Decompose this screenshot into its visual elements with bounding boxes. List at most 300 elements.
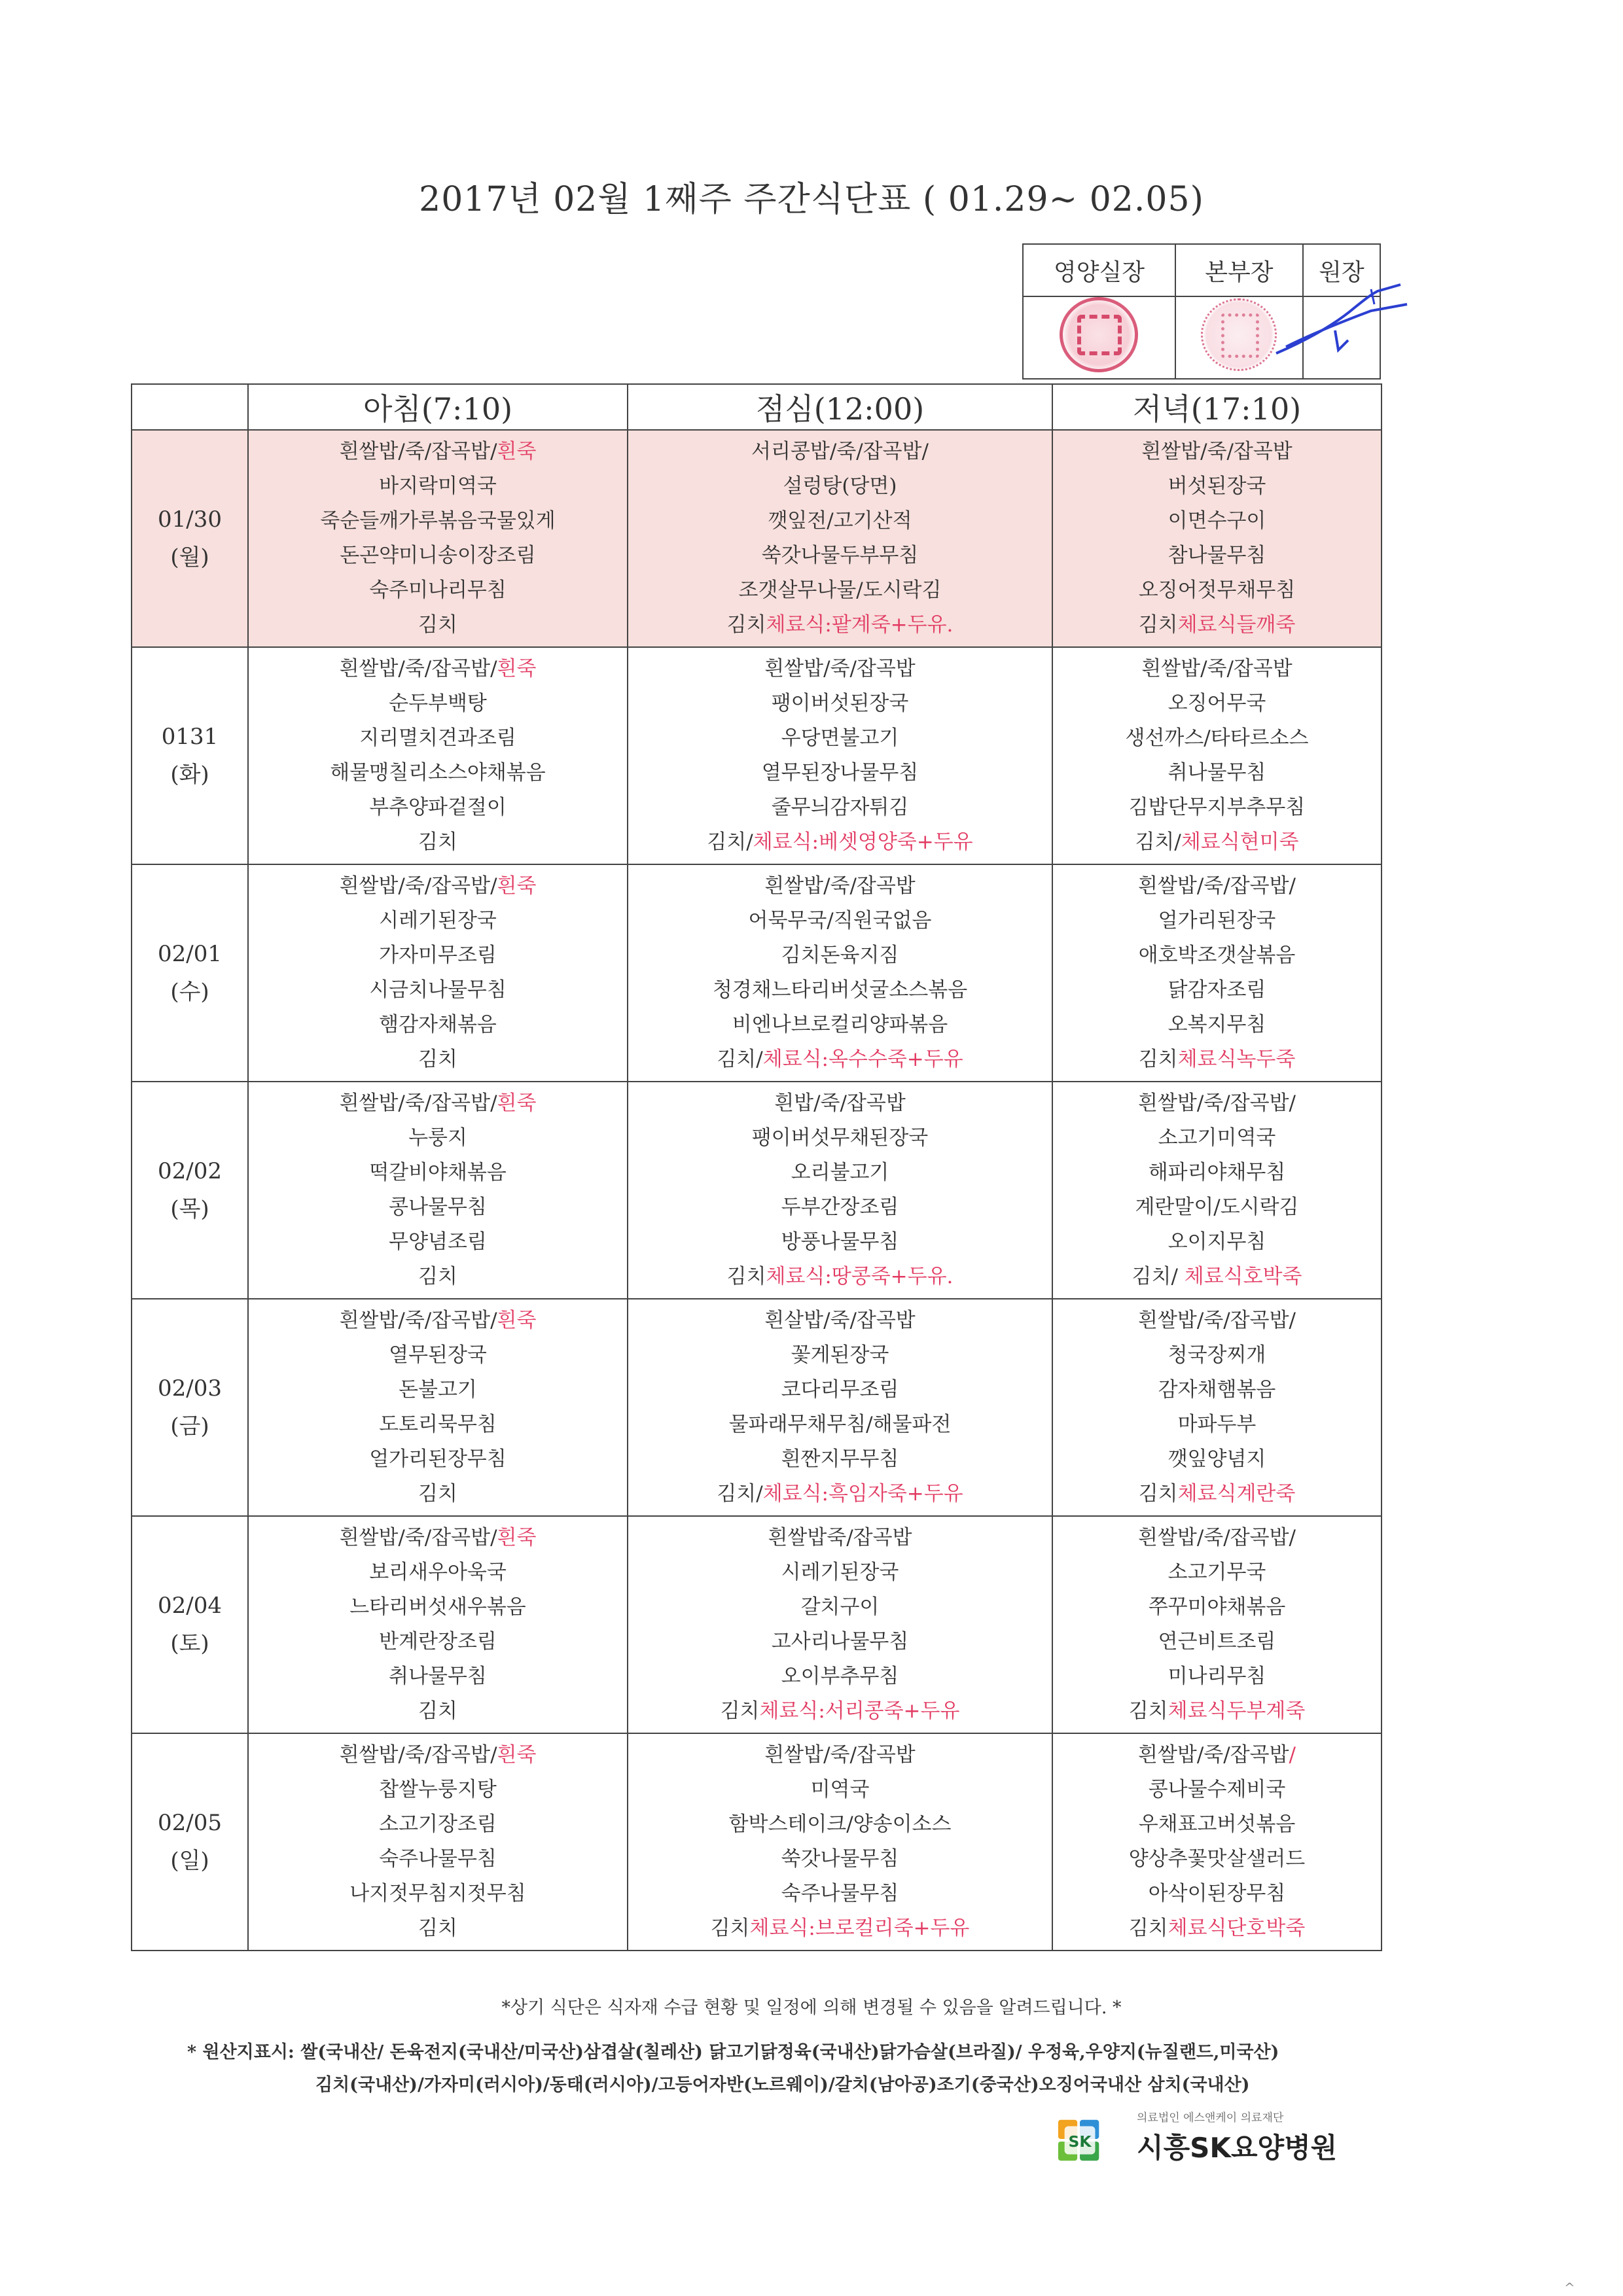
menu-item-text: 김치 [726, 613, 766, 637]
day-of-week: (금) [170, 1413, 209, 1439]
menu-item [249, 504, 627, 539]
menu-item [249, 904, 627, 938]
menu-item-text: 감자채햄볶음 [1158, 1378, 1276, 1402]
menu-item-text: 꽃게된장국 [791, 1343, 889, 1367]
menu-item-text: 흰쌀밥/죽/잡곡밥/ [339, 1091, 497, 1115]
menu-item-text: 가자미무조림 [379, 944, 497, 967]
menu-item-text: 김치 [418, 1048, 457, 1071]
special-diet-text: 체료식:서리콩죽+두유 [759, 1699, 960, 1723]
menu-item-text: 김치 [418, 830, 457, 854]
menu-item-text: 소고기미역국 [1158, 1126, 1276, 1150]
dinner-cell [1052, 1733, 1382, 1951]
day-row [132, 1516, 1382, 1733]
menu-item [628, 1407, 1052, 1442]
special-diet-text: / [1289, 1743, 1296, 1767]
dinner-cell [1052, 1082, 1382, 1299]
menu-item [628, 790, 1052, 825]
approval-header-director: 원장 [1303, 244, 1380, 296]
menu-item-text: 아삭이된장무침 [1148, 1882, 1286, 1905]
dinner-cell [1052, 1516, 1382, 1733]
menu-item-text: 김치 [710, 1916, 750, 1940]
menu-item-text: 열무된장국 [389, 1343, 487, 1367]
special-diet-text: 흰죽 [497, 1091, 537, 1115]
menu-item-text: 계란말이/도시락김 [1135, 1195, 1299, 1219]
menu-item-text: 연근비트조림 [1158, 1630, 1276, 1653]
menu-item [628, 1773, 1052, 1807]
menu-item [249, 539, 627, 573]
special-diet-text: 체료식:팥계죽+두유. [766, 613, 954, 637]
day-date: 02/02 [158, 1158, 222, 1184]
menu-item [1053, 1477, 1381, 1511]
menu-item [628, 1842, 1052, 1877]
menu-item-text: 흰쌀밥/죽/잡곡밥/ [339, 440, 497, 463]
special-diet-text: 체료식계란죽 [1177, 1482, 1296, 1506]
menu-item [1053, 1842, 1381, 1877]
page-title: 2017년 02월 1째주 주간식단표 ( 01.29~ 02.05) [419, 180, 1204, 219]
menu-item-text: 김치돈육지짐 [781, 944, 899, 967]
column-dinner: 저녁(17:10) [1052, 384, 1382, 430]
menu-item [1053, 1260, 1381, 1294]
special-diet-text: 체료식:땅콩죽+두유. [766, 1265, 954, 1288]
breakfast-cell [248, 430, 628, 647]
menu-item [1053, 1877, 1381, 1911]
menu-item-text: 오복지무침 [1168, 1013, 1266, 1036]
hospital-logo [1050, 2108, 1378, 2167]
day-label-cell [132, 1733, 248, 1951]
special-diet-text: 흰죽 [497, 874, 537, 898]
day-label-cell [132, 1299, 248, 1516]
menu-item [628, 721, 1052, 756]
approval-header-division: 본부장 [1175, 244, 1303, 296]
menu-item-text: 청국장찌개 [1168, 1343, 1266, 1367]
menu-item [628, 1442, 1052, 1477]
lunch-cell [628, 1299, 1052, 1516]
menu-item [1053, 756, 1381, 790]
menu-item [1053, 973, 1381, 1008]
lunch-cell [628, 1082, 1052, 1299]
menu-item-text: 누룽지 [408, 1126, 467, 1150]
menu-item [628, 1625, 1052, 1659]
menu-item-text: 김치/ [717, 1482, 763, 1506]
menu-item-text: 흰쌀밥/죽/잡곡밥/ [1138, 874, 1296, 898]
special-diet-text: 체료식:베셋영양죽+두유 [753, 830, 973, 854]
lunch-cell [628, 430, 1052, 647]
menu-item [1053, 1773, 1381, 1807]
menu-item-text: 흰쌀밥/죽/잡곡밥 [1141, 440, 1293, 463]
menu-item [1053, 1407, 1381, 1442]
menu-item [628, 469, 1052, 504]
menu-item-text: 김치/ [707, 830, 753, 854]
menu-item-text: 버섯된장국 [1168, 474, 1266, 498]
menu-item [1053, 1042, 1381, 1077]
menu-item-text: 이면수구이 [1168, 509, 1266, 533]
menu-item-text: 참나물무침 [1168, 544, 1266, 567]
menu-item-text: 흰쌀밥/죽/잡곡밥 [1138, 1743, 1289, 1767]
menu-item-text: 오리불고기 [791, 1161, 889, 1184]
menu-item [628, 825, 1052, 860]
menu-item-text: 숙주나물무침 [781, 1882, 899, 1905]
menu-item [1053, 1086, 1381, 1121]
menu-item [249, 825, 627, 860]
special-diet-text: 체료식:옥수수죽+두유 [762, 1048, 963, 1071]
menu-item-text: 김밥단무지부추무침 [1128, 796, 1306, 819]
day-of-week: (수) [170, 979, 209, 1005]
menu-item-text: 생선까스/타타르소스 [1125, 726, 1309, 750]
special-diet-text: 체료식두부계죽 [1168, 1699, 1306, 1723]
special-diet-text: 흰죽 [497, 1309, 537, 1332]
menu-item [628, 1260, 1052, 1294]
special-diet-text: 체료식:브로컬리죽+두유 [749, 1916, 970, 1940]
menu-item [249, 973, 627, 1008]
menu-item [249, 1625, 627, 1659]
menu-item-text: 바지락미역국 [379, 474, 497, 498]
menu-item-text: 콩나물수제비국 [1148, 1778, 1286, 1801]
dinner-cell [1052, 647, 1382, 864]
menu-item-text: 우채표고버섯볶음 [1138, 1812, 1296, 1836]
menu-item [1053, 1190, 1381, 1225]
menu-item-text: 김치 [726, 1265, 766, 1288]
corner-mark: ^ [1564, 2280, 1575, 2295]
menu-item [1053, 686, 1381, 721]
menu-item [249, 1694, 627, 1729]
special-diet-text: 흰죽 [497, 1743, 537, 1767]
menu-item [628, 1121, 1052, 1156]
menu-item-text: 햄감자채볶음 [379, 1013, 497, 1036]
lunch-cell [628, 647, 1052, 864]
menu-item [249, 1008, 627, 1042]
menu-item-text: 얼가리된장국 [1158, 909, 1276, 932]
menu-item-text: 시레기된장국 [379, 909, 497, 932]
menu-item [628, 608, 1052, 643]
menu-item [1053, 1625, 1381, 1659]
menu-item [1053, 1121, 1381, 1156]
day-row [132, 1733, 1382, 1951]
menu-item [249, 1773, 627, 1807]
corner-cell [132, 384, 248, 430]
menu-item-text: 시레기된장국 [781, 1561, 899, 1584]
menu-item [249, 1442, 627, 1477]
menu-item-text: 지리멸치견과조림 [359, 726, 516, 750]
breakfast-cell [248, 1733, 628, 1951]
menu-item-text: 청경채느타리버섯굴소스볶음 [712, 978, 968, 1002]
day-of-week: (월) [170, 544, 209, 571]
menu-item-text: 김치 [1138, 613, 1178, 637]
menu-item [249, 1659, 627, 1694]
origin-label-line-2: 김치(국내산)/가자미(러시아)/동태(러시아)/고등어자반(노르웨이)/갈치(남아공)조기(중국산)오징어국내산 삼치(국내산) [315, 2075, 1250, 2095]
menu-item [1053, 1738, 1381, 1773]
special-diet-text: 흰죽 [497, 1526, 537, 1549]
menu-item-text: 무양념조림 [389, 1230, 487, 1254]
special-diet-text: 체료식단호박죽 [1168, 1916, 1306, 1940]
menu-item-text: 김치 [418, 1482, 457, 1506]
menu-item [628, 1225, 1052, 1260]
menu-item-text: 팽이버섯무채된장국 [751, 1126, 929, 1150]
seal-stamp-icon [1201, 298, 1277, 371]
menu-item [628, 539, 1052, 573]
day-row [132, 430, 1382, 647]
menu-item [628, 1877, 1052, 1911]
menu-item-text: 흰쌀밥/죽/잡곡밥 [764, 657, 916, 680]
menu-item-text: 갈치구이 [800, 1595, 880, 1619]
menu-item [1053, 1694, 1381, 1729]
menu-item-text: 반계란장조림 [379, 1630, 497, 1653]
menu-item-text: 흰쌀밥/죽/잡곡밥/ [1138, 1526, 1296, 1549]
menu-item [628, 1042, 1052, 1077]
menu-item [628, 1477, 1052, 1511]
menu-item [249, 1042, 627, 1077]
menu-item-text: 김치 [720, 1699, 760, 1723]
menu-item-text: 흰쌀밥/죽/잡곡밥/ [339, 874, 497, 898]
menu-item [249, 1555, 627, 1590]
menu-item [1053, 1338, 1381, 1373]
breakfast-cell [248, 647, 628, 864]
menu-item-text: 떡갈비야채볶음 [369, 1161, 507, 1184]
menu-item-text: 보리새우아욱국 [369, 1561, 507, 1584]
change-notice: *상기 식단은 식자재 수급 현황 및 일정에 의해 변경될 수 있음을 알려드립니다. * [501, 1998, 1122, 2018]
menu-item-text: 흰쌀밥/죽/잡곡밥/ [339, 1526, 497, 1549]
menu-item-text: 돈불고기 [399, 1378, 477, 1402]
menu-item [249, 1877, 627, 1911]
menu-item [628, 904, 1052, 938]
menu-item-text: 흰밥/죽/잡곡밥 [774, 1091, 906, 1115]
menu-item [628, 573, 1052, 608]
menu-item [628, 938, 1052, 973]
menu-item-text: 양상추꽃맛살샐러드 [1128, 1847, 1306, 1871]
menu-item [249, 1303, 627, 1338]
menu-item-text: 미나리무침 [1168, 1665, 1266, 1688]
menu-item [628, 1156, 1052, 1190]
seal-stamp-icon [1060, 297, 1138, 372]
menu-table [131, 383, 1382, 1951]
menu-item [1053, 869, 1381, 904]
menu-item-text: 부추양파겉절이 [369, 796, 507, 819]
menu-item [249, 1156, 627, 1190]
day-label-cell [132, 430, 248, 647]
menu-item [1053, 1521, 1381, 1555]
menu-item [1053, 504, 1381, 539]
menu-item [1053, 1555, 1381, 1590]
menu-item-text: 흰살밥/죽/잡곡밥 [764, 1309, 916, 1332]
day-label-cell [132, 864, 248, 1082]
day-date: 0131 [161, 724, 219, 750]
menu-item-text: 함박스테이크/양송이소스 [728, 1812, 952, 1836]
menu-item-text: 김치/ [1135, 830, 1181, 854]
menu-item [1053, 1008, 1381, 1042]
menu-item [249, 434, 627, 469]
menu-item [249, 1842, 627, 1877]
menu-item [628, 869, 1052, 904]
menu-item [249, 1260, 627, 1294]
menu-item-text: 흰쌀밥/죽/잡곡밥 [1141, 657, 1293, 680]
menu-item-text: 오징어젓무채무침 [1138, 578, 1296, 602]
lunch-cell [628, 1516, 1052, 1733]
menu-item-text: 고사리나물무침 [771, 1630, 909, 1653]
menu-item-text: 김치 [1128, 1699, 1168, 1723]
day-of-week: (일) [170, 1848, 209, 1874]
menu-item-text: 우당면불고기 [781, 726, 899, 750]
menu-item-text: 미역국 [810, 1778, 870, 1801]
menu-item-text: 설렁탕(당면) [783, 474, 897, 498]
menu-item [249, 469, 627, 504]
special-diet-text: 흰죽 [497, 440, 537, 463]
menu-item [1053, 1373, 1381, 1407]
menu-item-text: 마파두부 [1177, 1413, 1257, 1436]
menu-item-text: 김치/ [1132, 1265, 1185, 1288]
menu-item-text: 서리콩밥/죽/잡곡밥/ [751, 440, 929, 463]
special-diet-text: 체료식들깨죽 [1177, 613, 1296, 637]
menu-item [249, 1807, 627, 1842]
menu-item [249, 1477, 627, 1511]
menu-item [1053, 825, 1381, 860]
menu-item [249, 1121, 627, 1156]
column-breakfast: 아침(7:10) [248, 384, 628, 430]
menu-item-text: 소고기무국 [1168, 1561, 1266, 1584]
day-row [132, 1082, 1382, 1299]
menu-item [249, 756, 627, 790]
menu-item-text: 물파래무채무침/해물파전 [728, 1413, 952, 1436]
menu-item-text: 흰쌀밥/죽/잡곡밥/ [339, 1309, 497, 1332]
logo-icon-text: SK [1068, 2132, 1092, 2151]
day-row [132, 647, 1382, 864]
hospital-name: 시흥SK요양병원 [1137, 2132, 1338, 2164]
menu-item [1053, 1303, 1381, 1338]
menu-item [628, 652, 1052, 686]
menu-item [628, 1911, 1052, 1946]
day-of-week: (토) [170, 1631, 209, 1657]
menu-item [628, 1338, 1052, 1373]
menu-item-text: 쑥갓나물두부무침 [761, 544, 919, 567]
menu-item [1053, 1911, 1381, 1946]
day-label-cell [132, 1082, 248, 1299]
menu-item [249, 652, 627, 686]
menu-item-text: 흰쌀밥/죽/잡곡밥/ [339, 1743, 497, 1767]
menu-item [1053, 652, 1381, 686]
menu-item-text: 코다리무조림 [781, 1378, 899, 1402]
menu-item-text: 숙주미나리무침 [369, 578, 507, 602]
menu-item [1053, 1659, 1381, 1694]
menu-item-text: 김치 [418, 1916, 457, 1940]
dinner-cell [1052, 1299, 1382, 1516]
menu-item-text: 시금치나물무침 [369, 978, 507, 1002]
menu-item [249, 721, 627, 756]
day-date: 02/04 [158, 1593, 222, 1619]
menu-item [628, 1807, 1052, 1842]
menu-item [249, 1190, 627, 1225]
breakfast-cell [248, 1299, 628, 1516]
day-label-cell [132, 647, 248, 864]
menu-item [628, 434, 1052, 469]
menu-item-text: 쑥갓나물무침 [781, 1847, 899, 1871]
menu-item-text: 돈곤약미니송이장조림 [340, 544, 536, 567]
day-of-week: (화) [170, 762, 209, 788]
day-date: 02/03 [158, 1375, 222, 1402]
menu-item [628, 1086, 1052, 1121]
menu-item [628, 686, 1052, 721]
menu-item-text: 오이지무침 [1168, 1230, 1266, 1254]
special-diet-text: 체료식녹두죽 [1177, 1048, 1296, 1071]
hospital-logo-icon [1056, 2115, 1107, 2166]
menu-item [249, 686, 627, 721]
menu-header-row [132, 384, 1382, 430]
menu-item [628, 1555, 1052, 1590]
menu-item [1053, 1442, 1381, 1477]
special-diet-text: 체료식호박죽 [1184, 1265, 1302, 1288]
menu-item [1053, 434, 1381, 469]
menu-item-text: 방풍나물무침 [781, 1230, 899, 1254]
menu-item [1053, 1225, 1381, 1260]
menu-item-text: 줄무늬감자튀김 [771, 796, 909, 819]
menu-item [249, 1407, 627, 1442]
day-of-week: (목) [170, 1196, 209, 1222]
menu-item-text: 취나물무침 [389, 1665, 487, 1688]
menu-item [249, 1225, 627, 1260]
menu-item [628, 1521, 1052, 1555]
menu-item [249, 1373, 627, 1407]
menu-item [628, 504, 1052, 539]
menu-item-text: 순두부백탕 [389, 692, 487, 715]
menu-item [628, 1190, 1052, 1225]
menu-item-text: 나지젓무침지젓무침 [349, 1882, 526, 1905]
menu-item [249, 1086, 627, 1121]
special-diet-text: 흰죽 [497, 657, 537, 680]
day-date: 02/01 [158, 941, 222, 967]
hospital-foundation-name: 의료법인 에스앤케이 의료재단 [1137, 2111, 1284, 2125]
special-diet-text: 체료식현미죽 [1181, 830, 1299, 854]
menu-item-text: 오징어무국 [1168, 692, 1266, 715]
dinner-cell [1052, 430, 1382, 647]
day-row [132, 864, 1382, 1082]
menu-item-text: 흰쌀밥/죽/잡곡밥/ [1138, 1091, 1296, 1115]
menu-item-text: 쭈꾸미야채볶음 [1148, 1595, 1286, 1619]
day-row [132, 1299, 1382, 1516]
menu-item [628, 1659, 1052, 1694]
menu-item [1053, 608, 1381, 643]
special-diet-text: 체료식:흑임자죽+두유 [762, 1482, 963, 1506]
menu-item [628, 1738, 1052, 1773]
menu-item-text: 김치 [418, 1699, 457, 1723]
menu-item [1053, 1807, 1381, 1842]
breakfast-cell [248, 1516, 628, 1733]
menu-item-text: 흰쌀밥죽/잡곡밥 [768, 1526, 912, 1549]
approval-sign-nutrition [1023, 296, 1175, 379]
day-label-cell [132, 1516, 248, 1733]
menu-item [1053, 1156, 1381, 1190]
menu-item [249, 938, 627, 973]
menu-item-text: 김치 [1138, 1048, 1178, 1071]
menu-item-text: 애호박조갯살볶음 [1138, 944, 1296, 967]
menu-item-text: 김치/ [717, 1048, 763, 1071]
column-lunch: 점심(12:00) [628, 384, 1052, 430]
menu-item [249, 1338, 627, 1373]
menu-item-text: 흰쌀밥/죽/잡곡밥/ [1138, 1309, 1296, 1332]
menu-item-text: 죽순들깨가루볶음국물있게 [320, 509, 556, 533]
menu-item-text: 해물맹칠리소스야채볶음 [330, 761, 546, 785]
menu-item [249, 790, 627, 825]
menu-item [249, 1521, 627, 1555]
menu-item [628, 1590, 1052, 1625]
dinner-cell [1052, 864, 1382, 1082]
menu-item-text: 두부간장조림 [781, 1195, 899, 1219]
menu-item-text: 비엔나브로컬리양파볶음 [732, 1013, 948, 1036]
menu-item [249, 608, 627, 643]
menu-item-text: 느타리버섯새우볶음 [349, 1595, 526, 1619]
menu-item-text: 깻잎양념지 [1168, 1447, 1266, 1471]
menu-item [628, 973, 1052, 1008]
lunch-cell [628, 1733, 1052, 1951]
day-date: 01/30 [158, 506, 222, 533]
menu-item-text: 숙주나물무침 [379, 1847, 497, 1871]
menu-item [1053, 1590, 1381, 1625]
